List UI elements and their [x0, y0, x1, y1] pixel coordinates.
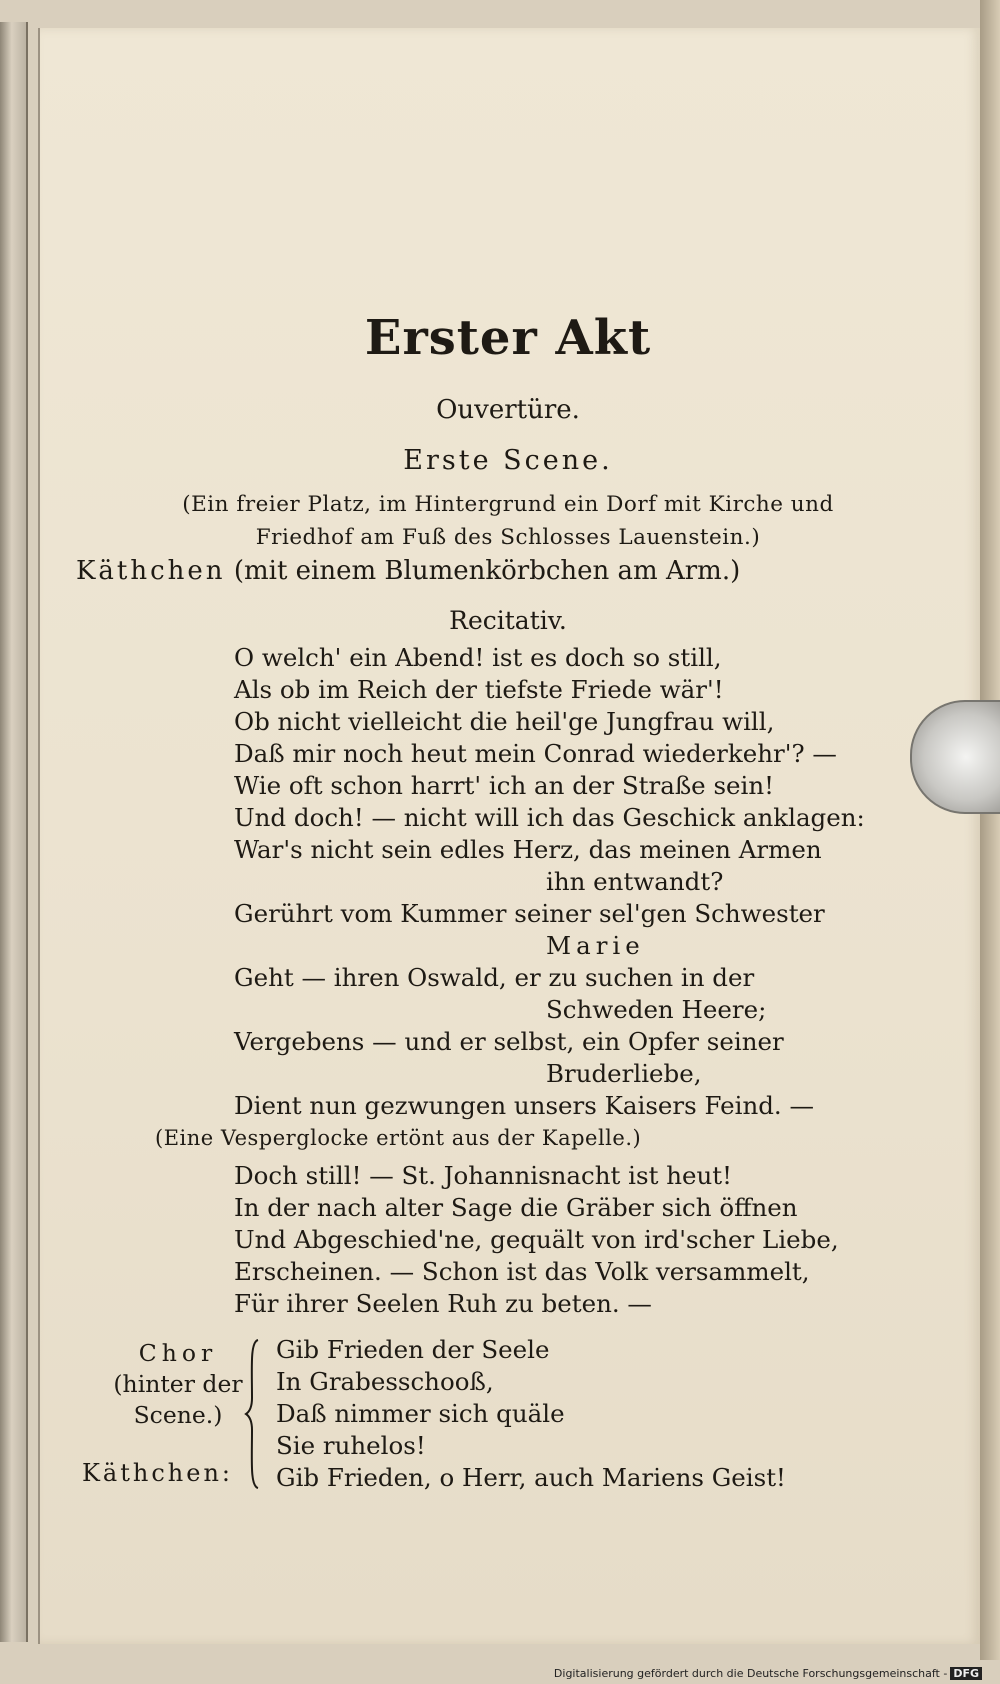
verse-line: Vergebens — und er selbst, ein Opfer seiner — [234, 1027, 784, 1056]
verse-line: O welch' ein Abend! ist es doch so still, — [234, 643, 722, 672]
verse-line-continuation: Marie — [546, 931, 645, 960]
stage-direction — [38, 488, 978, 554]
verse-block-1 — [234, 642, 865, 1122]
verse-block-2 — [234, 1160, 854, 1320]
footer-credit — [554, 1667, 982, 1680]
verse-line-continuation: Bruderliebe, — [546, 1059, 702, 1088]
chor-line: Daß nimmer sich quäle — [276, 1399, 565, 1428]
verse-line: Und doch! — nicht will ich das Geschick anklagen: — [234, 803, 865, 832]
stage-direction-line-2: Friedhof am Fuß des Schlosses Lauenstein.) — [255, 525, 761, 550]
curly-brace-icon — [244, 1338, 262, 1490]
chor-label — [108, 1338, 248, 1431]
act-title: Erster Akt — [364, 310, 652, 366]
scene-heading: Erste Scene. — [403, 445, 613, 476]
verse-line: Geht — ihren Oswald, er zu suchen in der — [234, 963, 755, 992]
character-name: Käthchen — [76, 556, 226, 586]
verse-line: Daß mir noch heut mein Conrad wiederkehr'? — — [234, 739, 837, 768]
verse-line: Für ihrer Seelen Ruh zu beten. — — [234, 1289, 652, 1318]
verse-line: War's nicht sein edles Herz, das meinen Armen — [234, 835, 822, 864]
verse-line-continuation: Schweden Heere; — [546, 995, 767, 1024]
character-line — [76, 556, 740, 586]
chor-line: Gib Frieden der Seele — [276, 1335, 550, 1364]
verse-line: Erscheinen. — Schon ist das Volk versammelt, — [234, 1257, 810, 1286]
chor-line: In Grabesschooß, — [276, 1367, 494, 1396]
chor-line: Gib Frieden, o Herr, auch Mariens Geist! — [276, 1463, 786, 1492]
page-edge — [980, 0, 1000, 1660]
verse-line-continuation: ihn entwandt? — [546, 867, 724, 896]
verse-line: Ob nicht vielleicht die heil'ge Jungfrau will, — [234, 707, 775, 736]
bell-direction: (Eine Vesperglocke ertönt aus der Kapelle.) — [155, 1126, 642, 1150]
character-note: (mit einem Blumenkörbchen am Arm.) — [225, 556, 741, 586]
chor-lines — [276, 1334, 786, 1494]
verse-line: Wie oft schon harrt' ich an der Straße sein! — [234, 771, 775, 800]
chor-label-line: Scene.) — [133, 1401, 223, 1429]
kaethchen-label: Käthchen: — [82, 1459, 233, 1487]
verse-line: In der nach alter Sage die Gräber sich öffnen — [234, 1193, 798, 1222]
chor-label-line: (hinter der — [113, 1370, 243, 1398]
verse-line: Dient nun gezwungen unsers Kaisers Feind. — — [234, 1091, 815, 1120]
chor-label-line: Chor — [138, 1339, 218, 1367]
footer-text: Digitalisierung gefördert durch die Deutsche Forschungsgemeinschaft - — [553, 1667, 948, 1680]
recitative-heading: Recitativ. — [449, 606, 567, 635]
overture-heading: Ouvertüre. — [436, 395, 580, 425]
chor-line: Sie ruhelos! — [276, 1431, 426, 1460]
verse-line: Gerührt vom Kummer seiner sel'gen Schwester — [234, 899, 825, 928]
verse-line: Doch still! — St. Johannisnacht ist heut! — [234, 1161, 732, 1190]
verse-line: Und Abgeschied'ne, gequält von ird'scher Liebe, — [234, 1225, 839, 1254]
verse-line: Als ob im Reich der tiefste Friede wär'! — [234, 675, 724, 704]
book-spine-strip — [0, 22, 28, 1642]
dfg-logo: DFG — [950, 1667, 982, 1680]
stage-direction-line-1: (Ein freier Platz, im Hintergrund ein Dorf mit Kirche und — [182, 492, 834, 517]
